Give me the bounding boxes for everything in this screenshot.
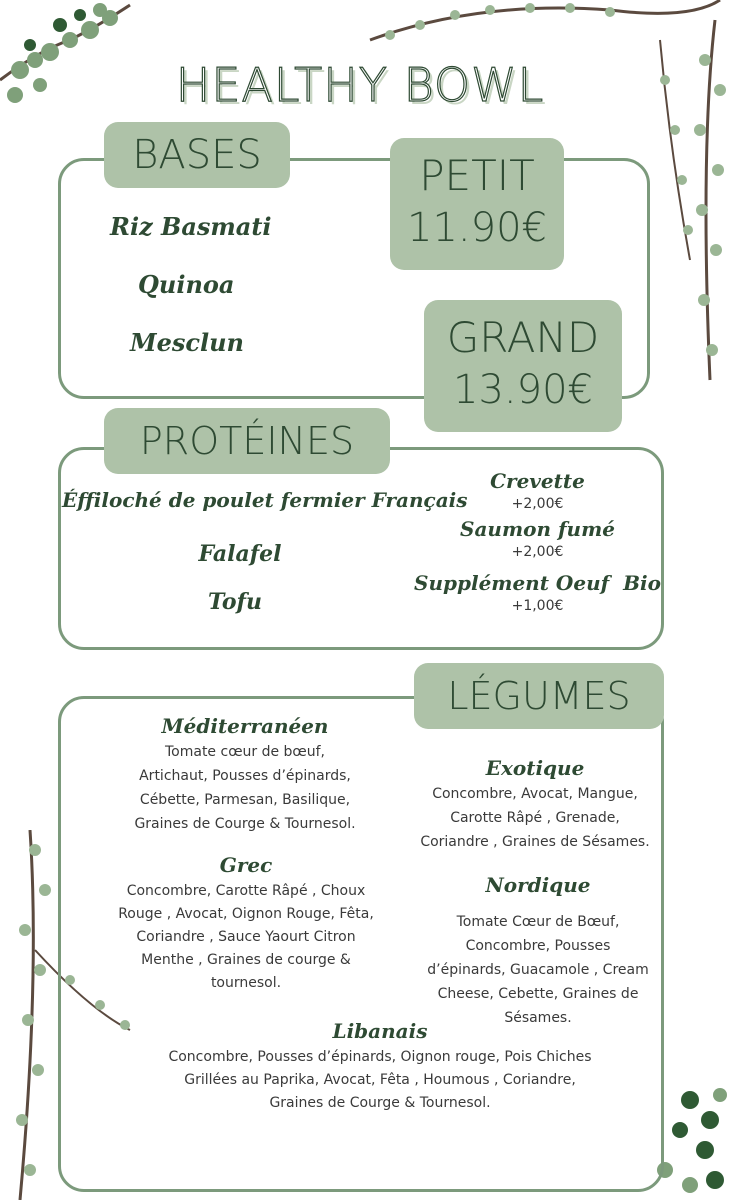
- legumes-heading: LÉGUMES: [414, 663, 664, 729]
- extra-price: +1,00€: [511, 598, 564, 614]
- bowl-name: Grec: [219, 853, 273, 877]
- extra-name: Saumon fumé: [460, 517, 615, 541]
- protein-item: Falafel: [198, 541, 282, 567]
- size-grand-badge: [424, 300, 622, 432]
- protein-item: Éffiloché de poulet fermier Français: [62, 488, 468, 512]
- vine-top-left-decoration: [0, 0, 140, 120]
- bowl-line: Carotte Râpé , Grenade,: [450, 810, 620, 826]
- bowl-line: d’épinards, Guacamole , Cream: [427, 962, 649, 978]
- bowl-line: Cébette, Parmesan, Basilique,: [139, 792, 351, 808]
- bowl-line: Coriandre , Sauce Yaourt Citron: [136, 929, 356, 945]
- bowl-line: Concombre, Pousses: [465, 938, 611, 954]
- base-item: Riz Basmati: [110, 212, 272, 241]
- size-grand-price: 13.90€: [453, 367, 593, 413]
- bowl-mediterraneen: [100, 712, 390, 836]
- size-petit-label: PETIT: [419, 151, 535, 200]
- bowl-line: Concombre, Carotte Râpé , Choux: [126, 883, 366, 899]
- extra-price: +2,00€: [511, 544, 564, 560]
- extra-name: Crevette: [490, 469, 585, 493]
- bowl-line: tournesol.: [210, 975, 282, 991]
- bowl-line: Graines de Courge & Tournesol.: [269, 1095, 491, 1111]
- bowl-line: Tomate Cœur de Bœuf,: [456, 914, 620, 930]
- proteines-heading: PROTÉINES: [104, 408, 390, 474]
- extra-price: +2,00€: [511, 496, 564, 512]
- bowl-line: Sésames.: [504, 1010, 572, 1026]
- bowl-grec: [96, 850, 396, 995]
- base-item: Mesclun: [130, 328, 244, 357]
- bowl-line: Menthe , Graines de courge &: [141, 952, 351, 968]
- bowl-line: Concombre, Pousses d’épinards, Oignon rouge, Pois Chiches: [168, 1049, 592, 1065]
- bowl-libanais: [110, 1016, 650, 1115]
- size-petit-badge: [390, 138, 564, 270]
- protein-extra: [400, 468, 675, 616]
- bowl-line: Rouge , Avocat, Oignon Rouge, Fêta,: [118, 906, 374, 922]
- bases-heading: BASES: [104, 122, 290, 188]
- bowl-name: Nordique: [485, 873, 591, 897]
- base-item: Quinoa: [138, 270, 235, 299]
- extra-name: Supplément Oeuf Bio: [414, 571, 661, 595]
- bowl-line: Artichaut, Pousses d’épinards,: [139, 768, 351, 784]
- bowl-line: Grillées au Paprika, Avocat, Fêta , Houmous , Coriandre,: [184, 1072, 576, 1088]
- bowl-nordique: [398, 870, 678, 1030]
- bowl-line: Coriandre , Graines de Sésames.: [420, 834, 650, 850]
- bowl-line: Concombre, Avocat, Mangue,: [432, 786, 638, 802]
- bowl-line: Tomate cœur de bœuf,: [164, 744, 325, 760]
- menu-title: HEALTHY BOWL: [175, 58, 545, 112]
- bowl-line: Cheese, Cebette, Graines de: [437, 986, 639, 1002]
- size-petit-price: 11.90€: [407, 205, 547, 251]
- bowl-name: Méditerranéen: [161, 714, 329, 738]
- bowl-name: Libanais: [332, 1019, 428, 1043]
- bowl-line: Graines de Courge & Tournesol.: [134, 816, 356, 832]
- bowl-exotique: [380, 754, 690, 854]
- size-grand-label: GRAND: [446, 313, 600, 362]
- bowl-name: Exotique: [485, 756, 585, 780]
- protein-item: Tofu: [208, 589, 262, 615]
